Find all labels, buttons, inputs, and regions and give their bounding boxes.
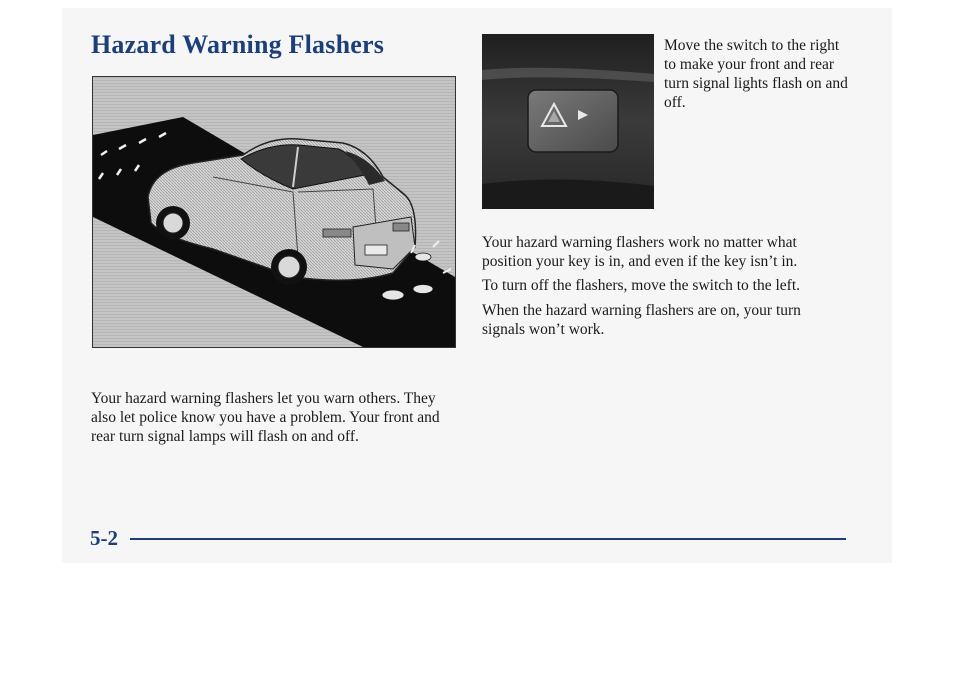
turn-off-instruction: To turn off the flashers, move the switch to the left. <box>482 277 801 294</box>
car-illustration <box>92 76 456 348</box>
turn-signals-note: When the hazard warning flashers are on, your turn signals won’t work. <box>482 302 801 338</box>
hazard-triangle-icon <box>482 34 654 209</box>
intro-paragraph: Your hazard warning flashers let you warn others. They also let police know you have a problem. Your front and rear turn signal lamps will flash on and off. <box>91 390 440 445</box>
key-position-note: Your hazard warning flashers work no matter what position your key is in, and even if the key isn’t in. <box>482 234 798 270</box>
footer-rule <box>130 538 846 540</box>
hazard-switch-photo <box>482 34 654 209</box>
page-number: 5-2 <box>90 526 118 550</box>
car-with-flashing-lights-icon <box>93 77 455 347</box>
page-title: Hazard Warning Flashers <box>91 30 385 59</box>
switch-instruction: Move the switch to the right to make your front and rear turn signal lights flash on and off. <box>664 37 848 111</box>
